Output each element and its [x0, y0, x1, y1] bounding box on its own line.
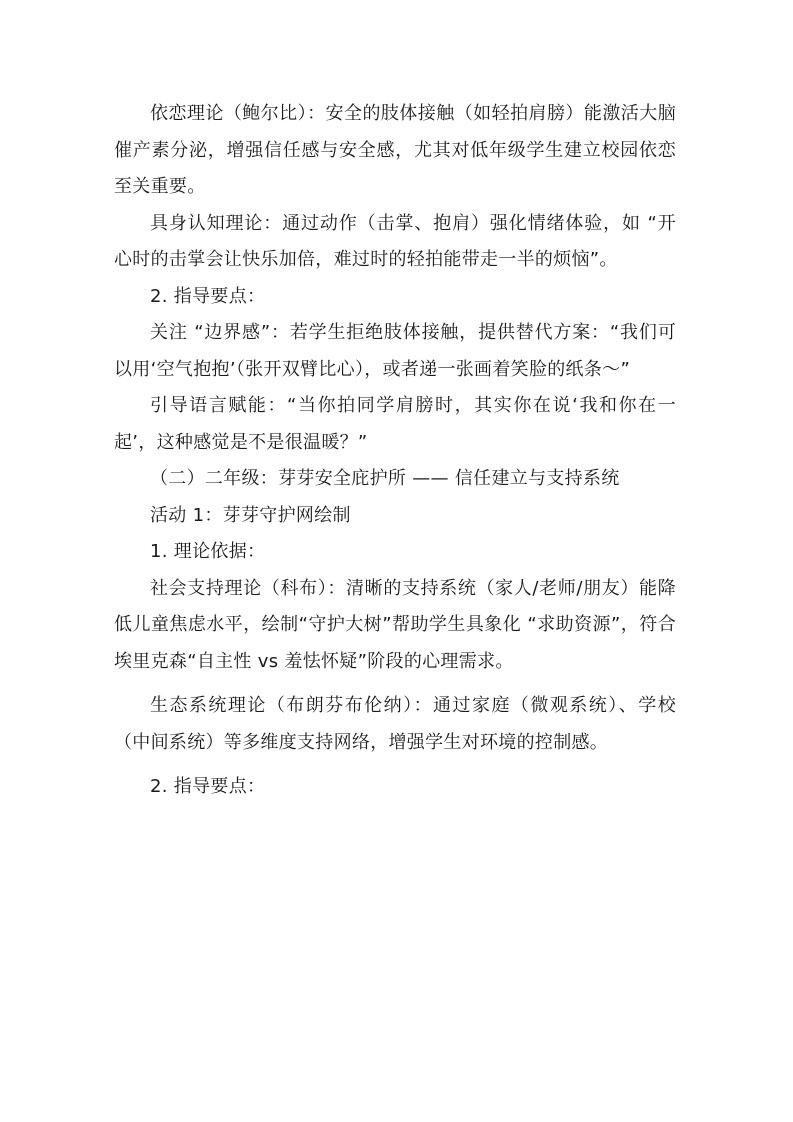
section-heading-grade-two: （二）二年级：芽芽安全庇护所 —— 信任建立与支持系统 [150, 468, 620, 489]
paragraph-social-support-theory: 社会支持理论（科布）：清晰的支持系统（家人/老师/朋友）能降低儿童焦虑水平，绘制“守护大树”帮助学生具象化 “求助资源”，符合埃里克森“自主性 vs 羞怯怀疑”阶段的心理需求。 [114, 577, 676, 672]
paragraph-guiding-language: 引导语言赋能：“当你拍同学肩膀时，其实你在说‘我和你在一起’，这种感觉是不是很温暖？” [114, 395, 676, 453]
paragraph-embodied-cognition: 具身认知理论：通过动作（击掌、抱肩）强化情绪体验，如 “开心时的击掌会让快乐加倍，难过时的轻拍能带走一半的烦恼”。 [114, 212, 676, 270]
paragraph-spacer [114, 680, 676, 688]
heading-theoretical-basis: 1. 理论依据： [150, 541, 266, 562]
paragraph-spacer [114, 761, 676, 769]
activity-title: 活动 1：芽芽守护网绘制 [150, 504, 351, 526]
heading-guidance-points-1: 2. 指导要点： [150, 285, 266, 307]
document-body [114, 96, 676, 806]
paragraph-ecological-systems-theory: 生态系统理论（布朗芬布伦纳）：通过家庭（微观系统）、学校（中间系统）等多维度支持网络，增强学生对环境的控制感。 [114, 695, 676, 753]
paragraph-boundary-awareness: 关注 “边界感”：若学生拒绝肢体接触，提供替代方案：“我们可以用‘空气抱抱’（张开双臂比心），或者递一张画着笑脸的纸条～” [114, 322, 676, 380]
paragraph-attachment-theory: 依恋理论（鲍尔比）：安全的肢体接触（如轻拍肩膀）能激活大脑催产素分泌，增强信任感与安全感，尤其对低年级学生建立校园依恋至关重要。 [114, 103, 676, 197]
heading-guidance-points-2: 2. 指导要点： [150, 776, 266, 797]
